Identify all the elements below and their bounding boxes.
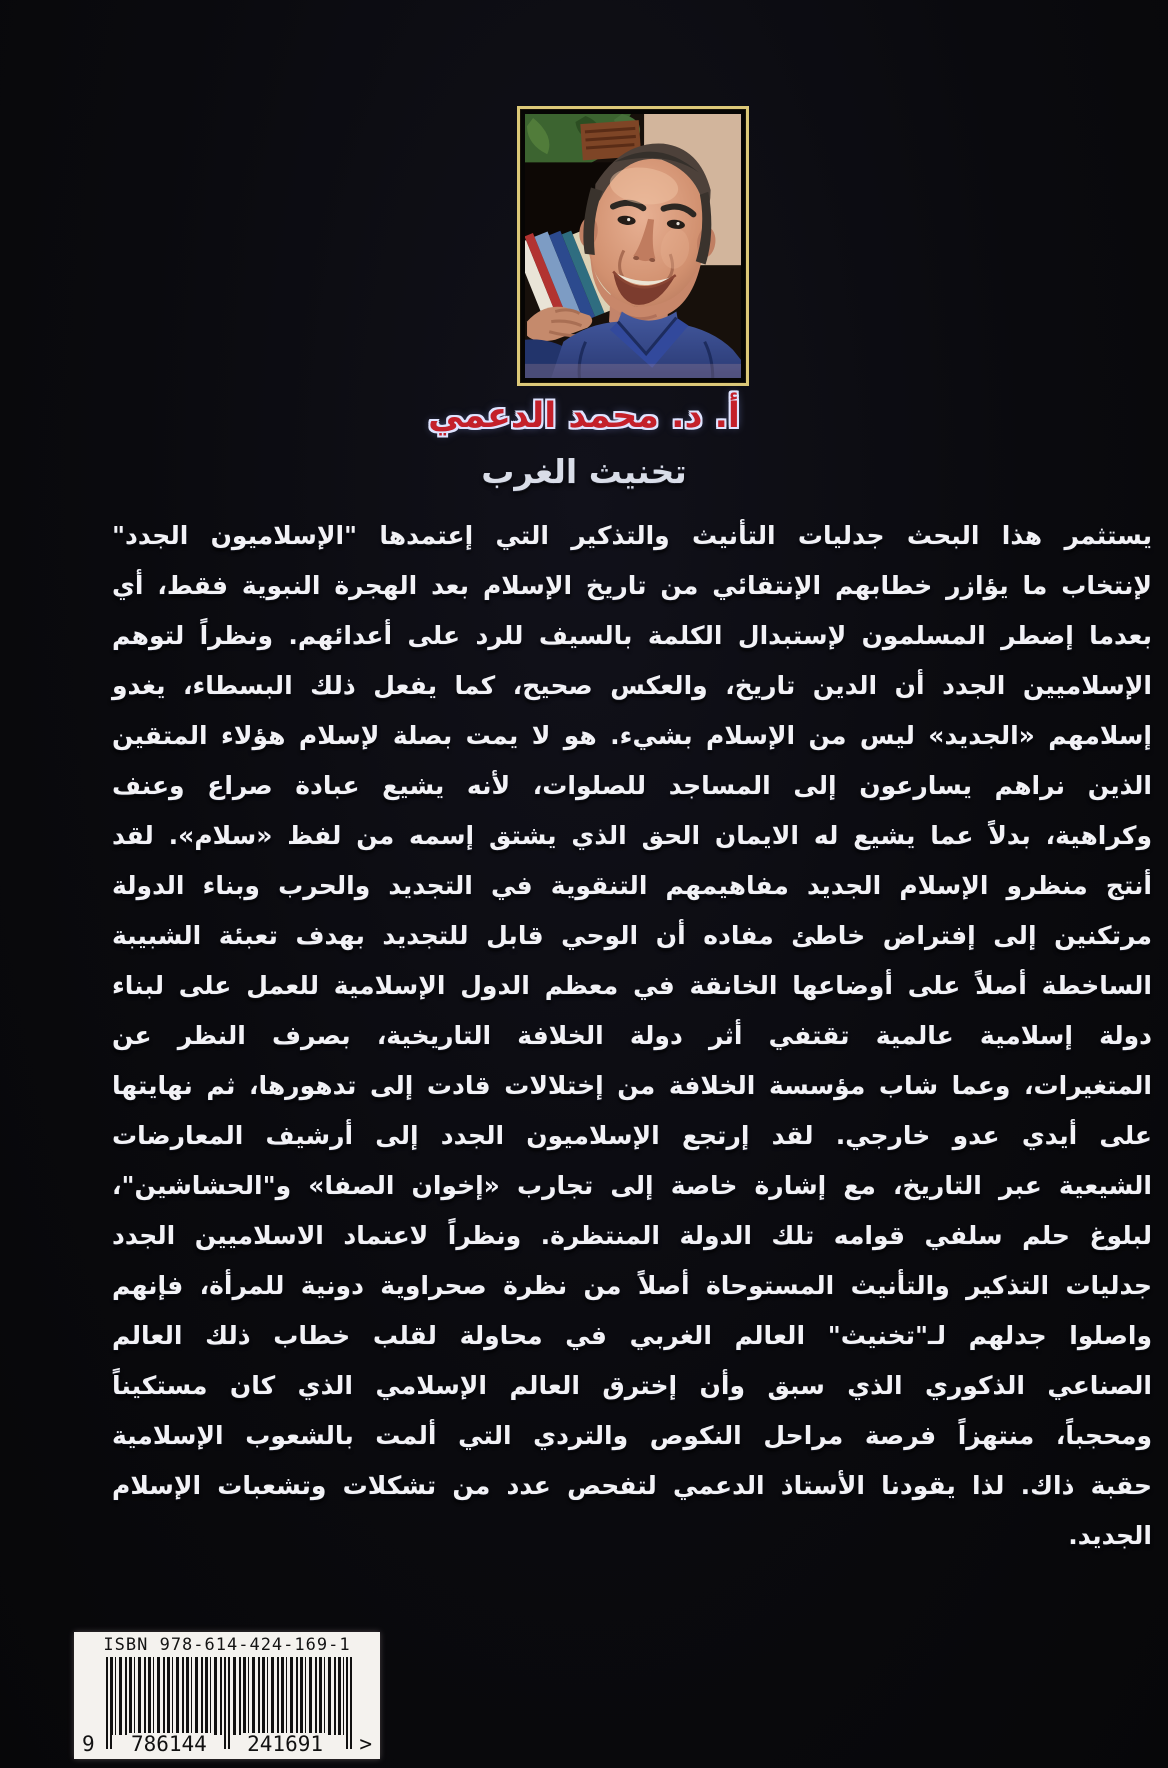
- blurb-line: الشيعية عبر التاريخ، مع إشارة خاصة إلى تجارب «إخوان الصفا» و"الحشاشين"،: [112, 1171, 1152, 1200]
- blurb-line: بعدما إضطر المسلمون لإستبدال الكلمة بالسيف للرد على أعدائهم. ونظراً لتوهم: [112, 621, 1152, 650]
- blurb-line: أنتج منظرو الإسلام الجديد مفاهيمهم التنقوية في التجديد والحرب وبناء الدولة: [112, 871, 1152, 900]
- barcode-end-mark: >: [359, 1732, 372, 1756]
- blurb-line: الصناعي الذكوري الذي سبق وأن إخترق العالم الإسلامي الذي كان مستكيناً: [112, 1371, 1152, 1400]
- blurb-line: جدليات التذكير والتأنيث المستوحاة أصلاً من نظرة صحراوية دونية للمرأة، فإنهم: [112, 1271, 1152, 1300]
- blurb-line: المتغيرات، وعما شاب مؤسسة الخلافة من إختلالات قادت إلى تدهورها، ثم نهايتها: [112, 1071, 1152, 1100]
- barcode-digit-group2: 241691: [243, 1733, 327, 1755]
- back-cover-blurb: [112, 511, 1152, 1561]
- blurb-line: دولة إسلامية عالمية تقتفي أثر دولة الخلافة التاريخية، بصرف النظر عن: [112, 1021, 1152, 1050]
- blurb-line: واصلوا جدلهم لـ"تخنيث" العالم الغربي في محاولة لقلب خطاب ذلك العالم: [112, 1321, 1152, 1350]
- blurb-line: لإنتخاب ما يؤازر خطابهم الإنتقائي من تاريخ الإسلام بعد الهجرة النبوية فقط، أي: [112, 571, 1152, 600]
- blurb-line: الذين نراهم يسارعون إلى المساجد للصلوات، لأنه يشيع عبادة صراع وعنف: [112, 771, 1152, 800]
- blurb-line: الجديد.: [1068, 1521, 1152, 1550]
- blurb-line: الساخطة أصلاً على أوضاعها الخانقة في معظم الدول الإسلامية للعمل على لبناء: [112, 971, 1152, 1000]
- blurb-line: مرتكنين إلى إفتراض خاطئ مفاده أن الوحي قابل للتجديد بهدف تعبئة الشبيبة: [112, 921, 1152, 950]
- isbn-box: [74, 1632, 380, 1759]
- blurb-line: لبلوغ حلم سلفي قوامه تلك الدولة المنتظرة. ونظراً لاعتماد الاسلاميين الجدد: [112, 1221, 1152, 1250]
- blurb-line: حقبة ذاك. لذا يقودنا الأستاذ الدعمي لتفحص عدد من تشكلات وتشعبات الإسلام: [112, 1471, 1152, 1500]
- blurb-line: وكراهية، بدلاً عما يشيع له الايمان الحق الذي يشتق إسمه من لفظ «سلام». لقد: [112, 821, 1152, 850]
- blurb-line: ومحجباً، منتهزاً فرصة مراحل النكوص والتردي التي ألمت بالشعوب الإسلامية: [112, 1421, 1152, 1450]
- barcode-digit-group1: 786144: [127, 1733, 211, 1755]
- photo-frame: [517, 106, 749, 386]
- author-portrait-image: [525, 114, 741, 378]
- blurb-line: يستثمر هذا البحث جدليات التأنيث والتذكير التي إعتمدها "الإسلاميون الجدد": [112, 521, 1152, 550]
- book-title: تخنيث الغرب: [481, 452, 687, 491]
- author-name: أ. د. محمد الدعمي: [428, 396, 740, 436]
- barcode: [82, 1657, 372, 1755]
- blurb-line: الإسلاميين الجدد أن الدين تاريخ، والعكس صحيح، كما يفعل ذلك البسطاء، يغدو: [112, 671, 1152, 700]
- blurb-line: على أيدي عدو خارجي. لقد إرتجع الإسلاميون الجدد إلى أرشيف المعارضات: [112, 1121, 1152, 1150]
- barcode-digit-left: 9: [82, 1732, 95, 1756]
- isbn-label: ISBN 978-614-424-169-1: [103, 1635, 351, 1655]
- blurb-line: إسلامهم «الجديد» ليس من الإسلام بشيء. هو لا يمت بصلة لإسلام هؤلاء المتقين: [112, 721, 1152, 750]
- barcode-digits: [82, 1733, 372, 1755]
